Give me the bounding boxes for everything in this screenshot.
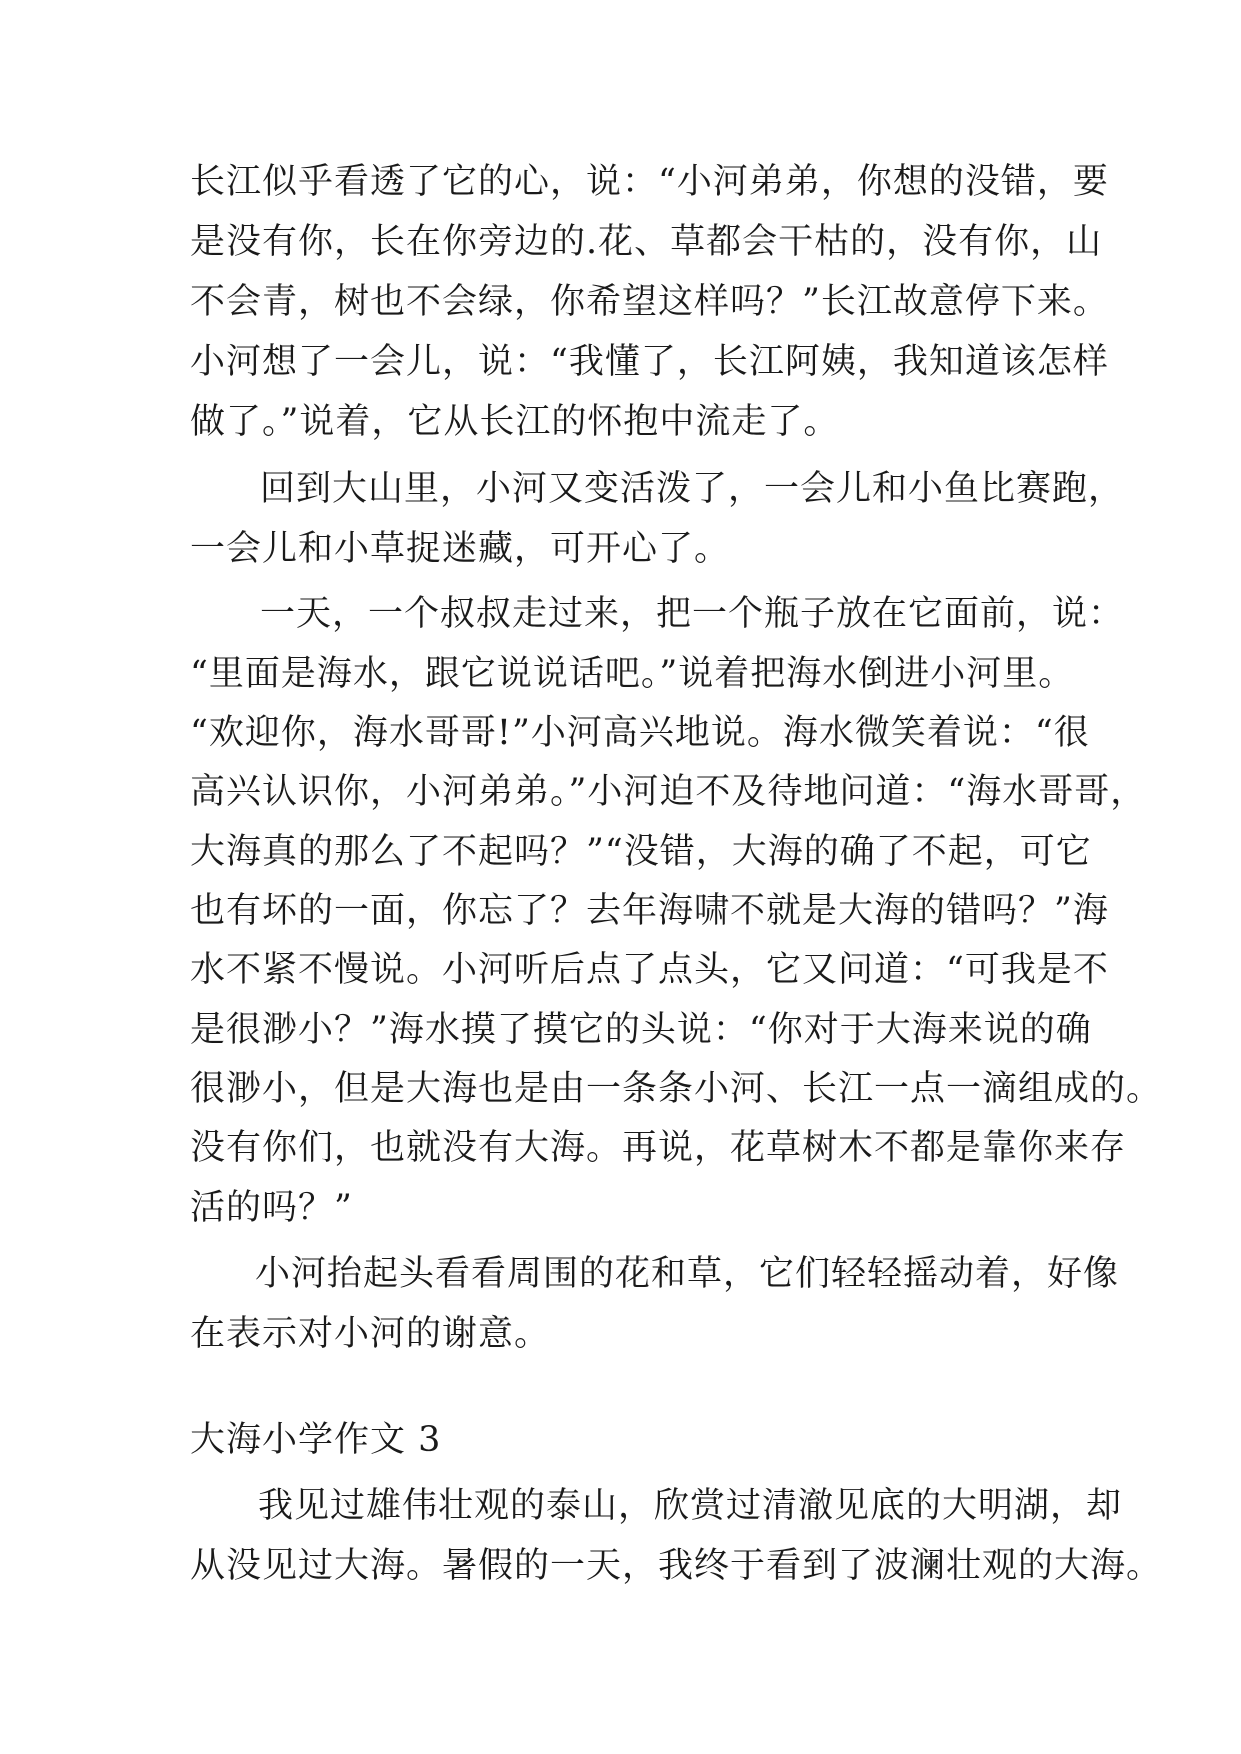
text-line-3: 不会青，树也不会绿，你希望这样吗？”长江故意停下来。 (190, 282, 1109, 322)
text-line-19: 小河抬起头看看周围的花和草，它们轻轻摇动着，好像 (255, 1254, 1120, 1294)
text-line-7: 一会儿和小草捉迷藏，可开心了。 (190, 529, 731, 569)
text-line-17: 没有你们，也就没有大海。再说，花草树木不都是靠你来存 (190, 1128, 1127, 1168)
text-line-22: 从没见过大海。暑假的一天，我终于看到了波澜壮观的大海。 (190, 1546, 1163, 1586)
text-line-1: 长江似乎看透了它的心，说：“小河弟弟，你想的没错，要 (190, 162, 1109, 202)
text-line-6: 回到大山里，小河又变活泼了，一会儿和小鱼比赛跑， (260, 469, 1125, 509)
text-line-15: 是很渺小？”海水摸了摸它的头说：“你对于大海来说的确 (190, 1010, 1092, 1050)
text-line-12: 大海真的那么了不起吗？”“没错，大海的确了不起，可它 (190, 832, 1092, 872)
text-line-18: 活的吗？” (190, 1188, 353, 1228)
text-line-4: 小河想了一会儿，说：“我懂了，长江阿姨，我知道该怎样 (190, 342, 1109, 382)
text-line-9: “里面是海水，跟它说说话吧。”说着把海水倒进小河里。 (190, 654, 1075, 694)
text-line-8: 一天，一个叔叔走过来，把一个瓶子放在它面前，说： (260, 594, 1125, 634)
section-heading: 大海小学作文 3 (190, 1420, 442, 1460)
text-line-10: “欢迎你，海水哥哥!”小河高兴地说。海水微笑着说：“很 (190, 713, 1090, 753)
text-line-11: 高兴认识你，小河弟弟。”小河迫不及待地问道：“海水哥哥， (190, 772, 1147, 812)
text-line-13: 也有坏的一面，你忘了？去年海啸不就是大海的错吗？”海 (190, 891, 1109, 931)
text-line-21: 我见过雄伟壮观的泰山，欣赏过清澈见底的大明湖，却 (258, 1486, 1123, 1526)
text-line-16: 很渺小，但是大海也是由一条条小河、长江一点一滴组成的。 (190, 1069, 1163, 1109)
text-line-2: 是没有你，长在你旁边的.花、草都会干枯的，没有你，山 (190, 222, 1103, 262)
text-line-5: 做了。”说着，它从长江的怀抱中流走了。 (190, 402, 840, 442)
text-line-20: 在表示对小河的谢意。 (190, 1314, 551, 1354)
text-line-14: 水不紧不慢说。小河听后点了点头，它又问道：“可我是不 (190, 950, 1109, 990)
